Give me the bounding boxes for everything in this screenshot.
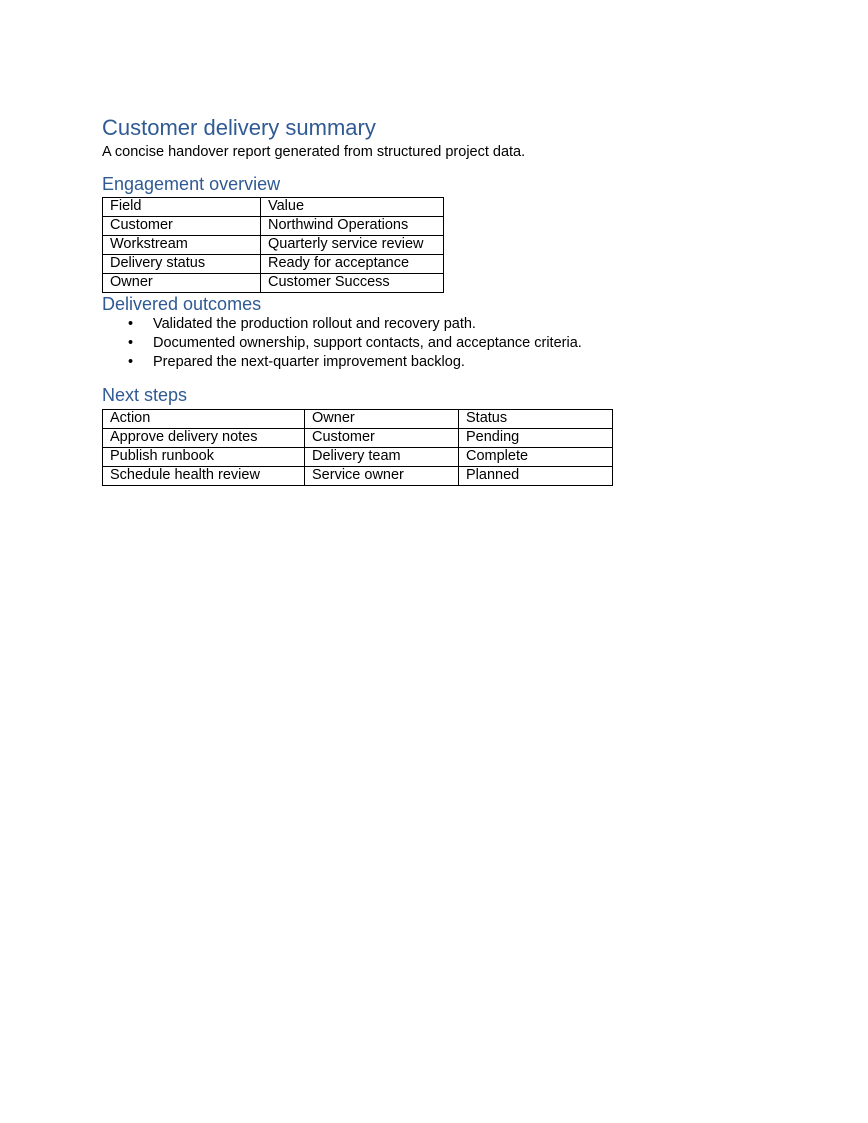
- owner-cell: Customer: [305, 429, 459, 448]
- next-steps-table: [102, 409, 613, 486]
- owner-cell: Service owner: [305, 467, 459, 486]
- field-cell: Workstream: [103, 236, 261, 255]
- next-steps-heading: Next steps: [102, 385, 188, 405]
- action-cell: Approve delivery notes: [103, 429, 305, 448]
- document-title: Customer delivery summary: [102, 115, 376, 140]
- column-header: Owner: [305, 410, 459, 429]
- table-row: [103, 217, 444, 236]
- bullet-icon: •: [128, 316, 134, 332]
- list-item-text: Prepared the next-quarter improvement backlog.: [153, 354, 465, 370]
- list-item: [102, 315, 582, 334]
- value-cell: Customer Success: [261, 274, 444, 293]
- bullet-icon: •: [128, 335, 134, 351]
- engagement-overview-table: [102, 197, 444, 293]
- list-item-text: Documented ownership, support contacts, and acceptance criteria.: [153, 335, 582, 351]
- column-header: Value: [261, 198, 444, 217]
- status-cell: Planned: [459, 467, 613, 486]
- delivered-outcomes-heading: Delivered outcomes: [102, 294, 262, 314]
- table-row: [103, 236, 444, 255]
- table-header-row: [103, 198, 444, 217]
- value-cell: Quarterly service review: [261, 236, 444, 255]
- value-cell: Northwind Operations: [261, 217, 444, 236]
- column-header: Field: [103, 198, 261, 217]
- table-header-row: [103, 410, 613, 429]
- field-cell: Delivery status: [103, 255, 261, 274]
- owner-cell: Delivery team: [305, 448, 459, 467]
- action-cell: Schedule health review: [103, 467, 305, 486]
- list-item: [102, 353, 582, 372]
- table-row: [103, 429, 613, 448]
- table-row: [103, 467, 613, 486]
- status-cell: Pending: [459, 429, 613, 448]
- status-cell: Complete: [459, 448, 613, 467]
- field-cell: Customer: [103, 217, 261, 236]
- value-cell: Ready for acceptance: [261, 255, 444, 274]
- bullet-icon: •: [128, 354, 134, 370]
- column-header: Action: [103, 410, 305, 429]
- table-row: [103, 448, 613, 467]
- table-row: [103, 255, 444, 274]
- table-row: [103, 274, 444, 293]
- action-cell: Publish runbook: [103, 448, 305, 467]
- delivered-outcomes-list: [102, 315, 582, 372]
- engagement-overview-heading: Engagement overview: [102, 174, 281, 194]
- list-item-text: Validated the production rollout and recovery path.: [153, 316, 476, 332]
- field-cell: Owner: [103, 274, 261, 293]
- column-header: Status: [459, 410, 613, 429]
- list-item: [102, 334, 582, 353]
- document-subtitle: A concise handover report generated from structured project data.: [102, 144, 526, 160]
